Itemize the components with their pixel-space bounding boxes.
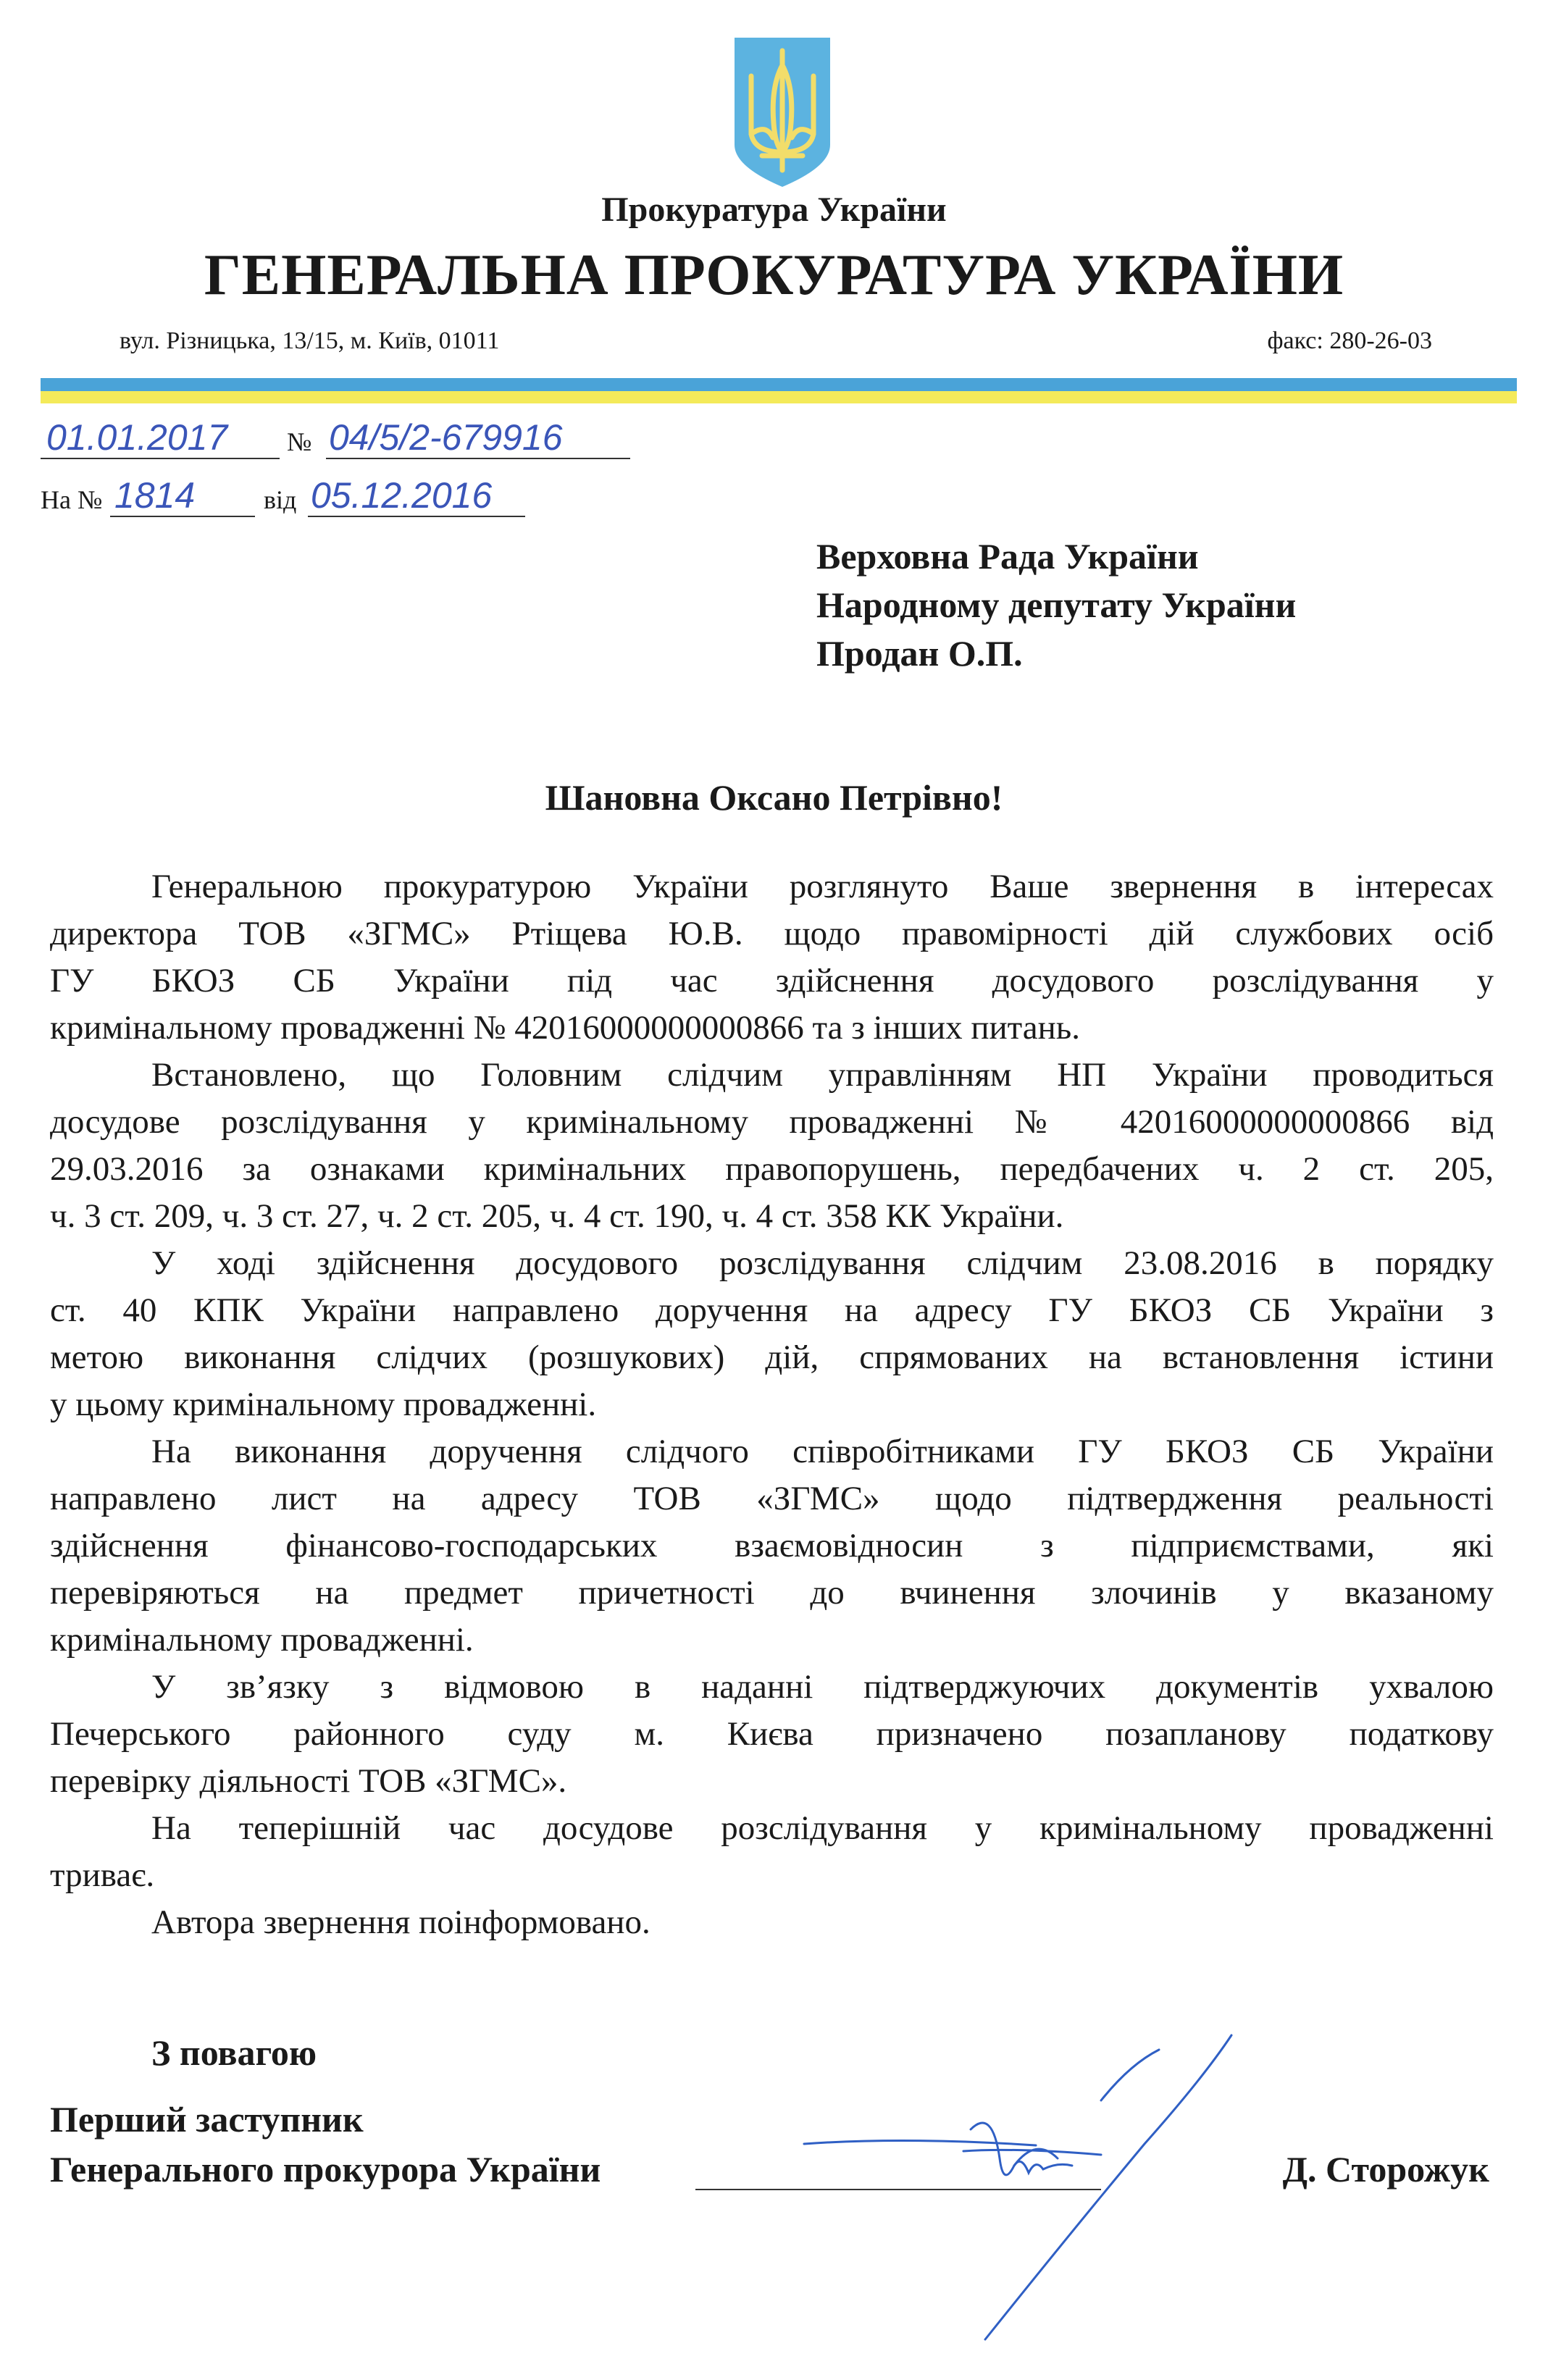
address: вул. Різницька, 13/15, м. Київ, 01011 xyxy=(120,327,500,354)
body-line: у цьому кримінальному провадженні. xyxy=(50,1386,597,1423)
body-line: направлено лист на адресу ТОВ «ЗГМС» щодо підтвердження реальності xyxy=(50,1480,1494,1517)
flag-stripe-blue xyxy=(41,378,1517,391)
salutation: Шановна Оксано Петрівно! xyxy=(545,777,1003,818)
body-line: Автора звернення поінформовано. xyxy=(151,1903,650,1941)
closing-regards: З повагою xyxy=(151,2032,317,2073)
body-line: У зв’язку з відмовою в наданні підтверджуючих документів ухвалою xyxy=(151,1668,1494,1706)
number-label: № xyxy=(287,427,312,456)
body-line: Генеральною прокуратурою України розглянуто Ваше звернення в інтересах xyxy=(151,868,1494,905)
body-paragraph xyxy=(50,1052,1494,1240)
signer-position-line1: Перший заступник xyxy=(50,2099,364,2140)
signer-position-line2: Генерального прокурора України xyxy=(50,2149,601,2190)
body-line: Печерського районного суду м. Києва призначено позапланову податкову xyxy=(50,1715,1494,1753)
organization-title: ГЕНЕРАЛЬНА ПРОКУРАТУРА УКРАЇНИ xyxy=(204,243,1344,307)
body-line: перевіряються на предмет причетності до вчинення злочинів у вказаному xyxy=(50,1574,1494,1612)
flag-stripe-yellow xyxy=(41,391,1517,403)
body-line: ГУ БКОЗ СБ України під час здійснення досудового розслідування у xyxy=(50,962,1494,1000)
body-paragraph xyxy=(50,1805,1494,1899)
body-line: На теперішній час досудове розслідування у кримінальному провадженні xyxy=(151,1809,1494,1847)
outgoing-date-field xyxy=(41,414,280,459)
reference-date: 05.12.2016 xyxy=(311,475,493,516)
recipient-line: Верховна Рада України xyxy=(816,536,1199,577)
outgoing-number-field xyxy=(326,414,630,459)
handwritten-signature xyxy=(797,2021,1268,2368)
body-line: здійснення фінансово-господарських взаємовідносин з підприємствами, які xyxy=(50,1527,1494,1564)
organization-subtitle: Прокуратура України xyxy=(601,190,947,229)
reference-date-field xyxy=(308,472,525,517)
body-paragraph xyxy=(50,1664,1494,1805)
body-line: У ході здійснення досудового розслідування слідчим 23.08.2016 в порядку xyxy=(151,1244,1494,1282)
body-line: досудове розслідування у кримінальному провадженні № 42016000000000866 від xyxy=(50,1103,1494,1141)
recipient-line: Народному депутату України xyxy=(816,584,1297,625)
from-label: від xyxy=(264,485,297,514)
outgoing-date: 01.01.2017 xyxy=(46,417,228,458)
body-line: Встановлено, що Головним слідчим управлінням НП України проводиться xyxy=(151,1056,1494,1094)
reference-label: На № xyxy=(41,485,103,514)
recipient-block xyxy=(816,532,1296,678)
recipient-line: Продан О.П. xyxy=(816,633,1023,674)
body-line: 29.03.2016 за ознаками кримінальних правопорушень, передбачених ч. 2 ст. 205, xyxy=(50,1150,1494,1188)
body-line: триває. xyxy=(50,1856,155,1894)
body-line: перевірку діяльності ТОВ «ЗГМС». xyxy=(50,1762,567,1800)
coat-of-arms-emblem xyxy=(733,36,832,188)
body-line: кримінальному провадженні. xyxy=(50,1621,474,1659)
body-paragraph xyxy=(50,1899,1494,1946)
body-line: метою виконання слідчих (розшукових) дій, спрямованих на встановлення істини xyxy=(50,1338,1494,1376)
fax-number: факс: 280-26-03 xyxy=(1267,327,1432,354)
reference-number-field xyxy=(110,472,255,517)
reference-number: 1814 xyxy=(114,475,196,516)
signer-name: Д. Сторожук xyxy=(1282,2149,1489,2190)
letter-body xyxy=(50,863,1494,1946)
body-paragraph xyxy=(50,863,1494,1052)
body-line: На виконання доручення слідчого співробітниками ГУ БКОЗ СБ України xyxy=(151,1433,1494,1470)
body-paragraph xyxy=(50,1428,1494,1664)
body-paragraph xyxy=(50,1240,1494,1428)
body-line: кримінальному провадженні № 42016000000000866 та з інших питань. xyxy=(50,1009,1080,1047)
body-line: ст. 40 КПК України направлено доручення на адресу ГУ БКОЗ СБ України з xyxy=(50,1291,1494,1329)
outgoing-number: 04/5/2-679916 xyxy=(329,417,563,458)
body-line: директора ТОВ «ЗГМС» Ртіщева Ю.В. щодо правомірності дій службових осіб xyxy=(50,915,1494,952)
body-line: ч. 3 ст. 209, ч. 3 ст. 27, ч. 2 ст. 205, ч. 4 ст. 190, ч. 4 ст. 358 КК України. xyxy=(50,1197,1064,1235)
